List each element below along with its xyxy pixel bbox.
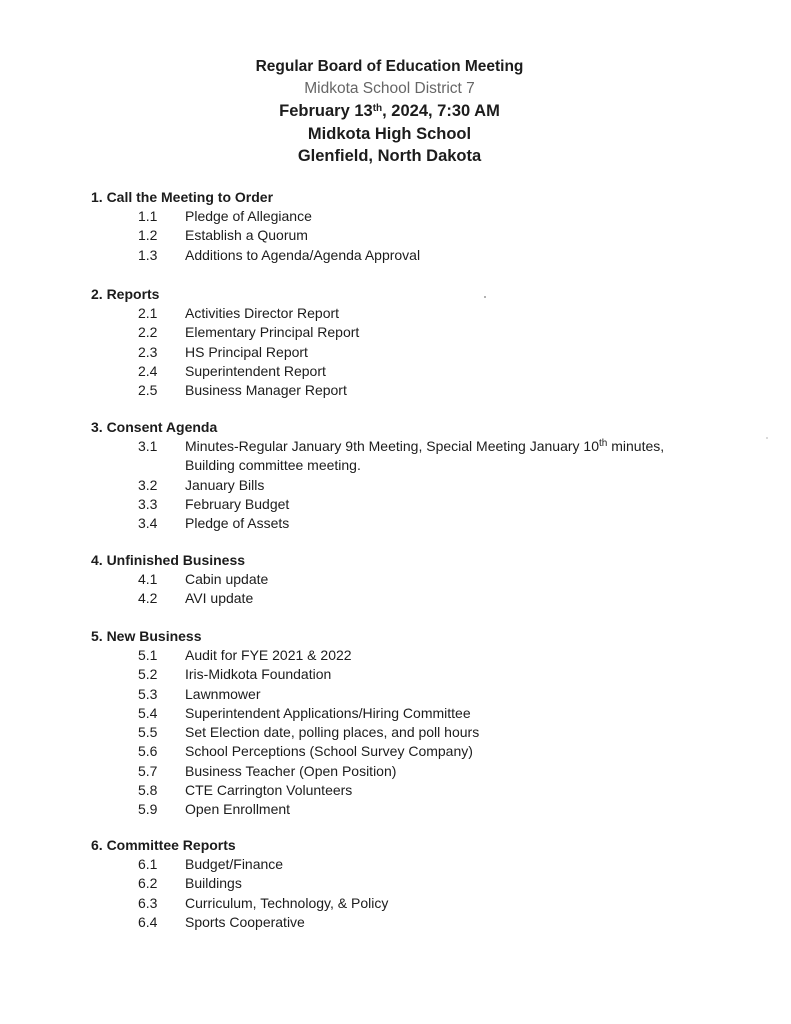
agenda-item: [91, 381, 771, 400]
agenda-header: [0, 56, 785, 168]
item-number: 1.2: [138, 227, 158, 244]
item-text: Lawnmower: [185, 685, 261, 702]
item-number: 5.6: [138, 743, 158, 760]
item-text: CTE Carrington Volunteers: [185, 782, 353, 799]
agenda-item: [91, 665, 771, 684]
item-text: [185, 437, 771, 476]
item-number: 5.9: [138, 801, 158, 818]
item-text-part: Minutes-Regular January 9th Meeting, Special Meeting January 10: [185, 438, 600, 454]
agenda-item: [91, 514, 771, 533]
section-new-business: [91, 627, 771, 820]
item-text: Elementary Principal Report: [185, 324, 360, 341]
agenda-item: [91, 323, 771, 342]
item-text: Superintendent Applications/Hiring Committee: [185, 704, 471, 721]
item-text: Additions to Agenda/Agenda Approval: [185, 246, 421, 263]
item-number: 5.4: [138, 704, 158, 721]
item-number: 6.1: [138, 856, 158, 872]
item-number: 3.1: [138, 438, 158, 454]
item-text-continuation: Building committee meeting.: [185, 457, 361, 474]
item-number: 6.2: [138, 875, 158, 892]
meeting-date: [0, 100, 785, 123]
meeting-city: Glenfield, North Dakota: [297, 147, 482, 165]
item-text: January Bills: [185, 476, 265, 493]
agenda-item: [91, 781, 771, 800]
section-title: 4. Unfinished Business: [91, 552, 246, 568]
item-number: 5.1: [138, 647, 158, 663]
agenda-item: [91, 855, 771, 874]
item-text: Superintendent Report: [185, 362, 326, 379]
item-text: Business Manager Report: [185, 382, 347, 399]
item-text: Pledge of Assets: [185, 515, 290, 532]
section-title: 6. Committee Reports: [91, 837, 236, 853]
agenda-item: [91, 362, 771, 381]
item-number: 4.2: [138, 590, 158, 607]
agenda-item: [91, 476, 771, 495]
item-number: 1.1: [138, 208, 158, 224]
item-number: 5.8: [138, 782, 158, 799]
item-text: Activities Director Report: [185, 305, 340, 321]
item-text: Buildings: [185, 875, 242, 892]
item-number: 6.4: [138, 913, 158, 930]
agenda-item: [91, 437, 771, 476]
item-text: Set Election date, polling places, and poll hours: [185, 724, 480, 741]
agenda-item: [91, 874, 771, 893]
item-number: 1.3: [138, 246, 158, 263]
item-number: 5.2: [138, 666, 158, 683]
item-number: 2.4: [138, 362, 158, 379]
item-text: February Budget: [185, 495, 290, 512]
agenda-item: [91, 304, 771, 323]
district-name: Midkota School District 7: [304, 80, 475, 97]
agenda-item: [91, 343, 771, 362]
date-suffix: , 2024, 7:30 AM: [382, 102, 500, 120]
agenda-item: [91, 894, 771, 913]
item-text: AVI update: [185, 590, 254, 607]
meeting-location: Midkota High School: [307, 124, 472, 143]
item-number: 2.5: [138, 382, 158, 399]
item-text: Establish a Quorum: [185, 227, 308, 244]
agenda-item: [91, 589, 771, 608]
agenda-item: [91, 704, 771, 723]
item-superscript: th: [599, 438, 608, 449]
item-number: 6.3: [138, 894, 158, 911]
item-text: Pledge of Allegiance: [185, 208, 312, 224]
agenda-item: [91, 495, 771, 514]
item-number: 5.3: [138, 685, 158, 702]
item-number: 2.3: [138, 343, 158, 360]
item-text: Business Teacher (Open Position): [185, 762, 397, 779]
agenda-item: [91, 646, 771, 665]
item-text: Open Enrollment: [185, 801, 291, 818]
section-unfinished-business: [91, 551, 771, 609]
agenda-item: [91, 226, 771, 245]
date-superscript: th: [372, 103, 383, 114]
section-title: 2. Reports: [91, 286, 160, 302]
item-number: 2.1: [138, 305, 158, 321]
item-text-part: minutes,: [607, 438, 665, 454]
section-title: 5. New Business: [91, 628, 202, 644]
item-text: Iris-Midkota Foundation: [185, 666, 332, 683]
item-number: 3.4: [138, 515, 158, 532]
item-text: HS Principal Report: [185, 343, 308, 360]
meeting-title: Regular Board of Education Meeting: [255, 58, 524, 75]
item-number: 5.5: [138, 724, 158, 741]
item-text: Audit for FYE 2021 & 2022: [185, 647, 352, 663]
agenda-item: [91, 762, 771, 781]
agenda-item: [91, 913, 771, 932]
item-text: School Perceptions (School Survey Company): [185, 743, 473, 760]
item-text: Sports Cooperative: [185, 913, 305, 930]
item-number: 2.2: [138, 324, 158, 341]
agenda-item: [91, 570, 771, 589]
agenda-item: [91, 742, 771, 761]
agenda-item: [91, 723, 771, 742]
section-title: 1. Call the Meeting to Order: [91, 189, 274, 205]
item-text: Budget/Finance: [185, 856, 284, 872]
item-number: 3.3: [138, 495, 158, 512]
section-call-to-order: [91, 188, 771, 265]
item-number: 5.7: [138, 762, 158, 779]
item-text: Cabin update: [185, 571, 269, 587]
agenda-item: [91, 246, 771, 265]
item-number: 3.2: [138, 476, 158, 493]
agenda-item: [91, 207, 771, 226]
section-reports: [91, 285, 771, 400]
section-consent-agenda: [91, 418, 771, 533]
date-prefix: February 13: [279, 102, 373, 120]
section-title: 3. Consent Agenda: [91, 419, 218, 435]
scan-speck: [766, 437, 768, 439]
scan-speck: [484, 296, 486, 298]
section-committee-reports: [91, 836, 771, 932]
item-number: 4.1: [138, 571, 158, 587]
agenda-item: [91, 800, 771, 819]
item-text: Curriculum, Technology, & Policy: [185, 894, 389, 911]
agenda-item: [91, 685, 771, 704]
